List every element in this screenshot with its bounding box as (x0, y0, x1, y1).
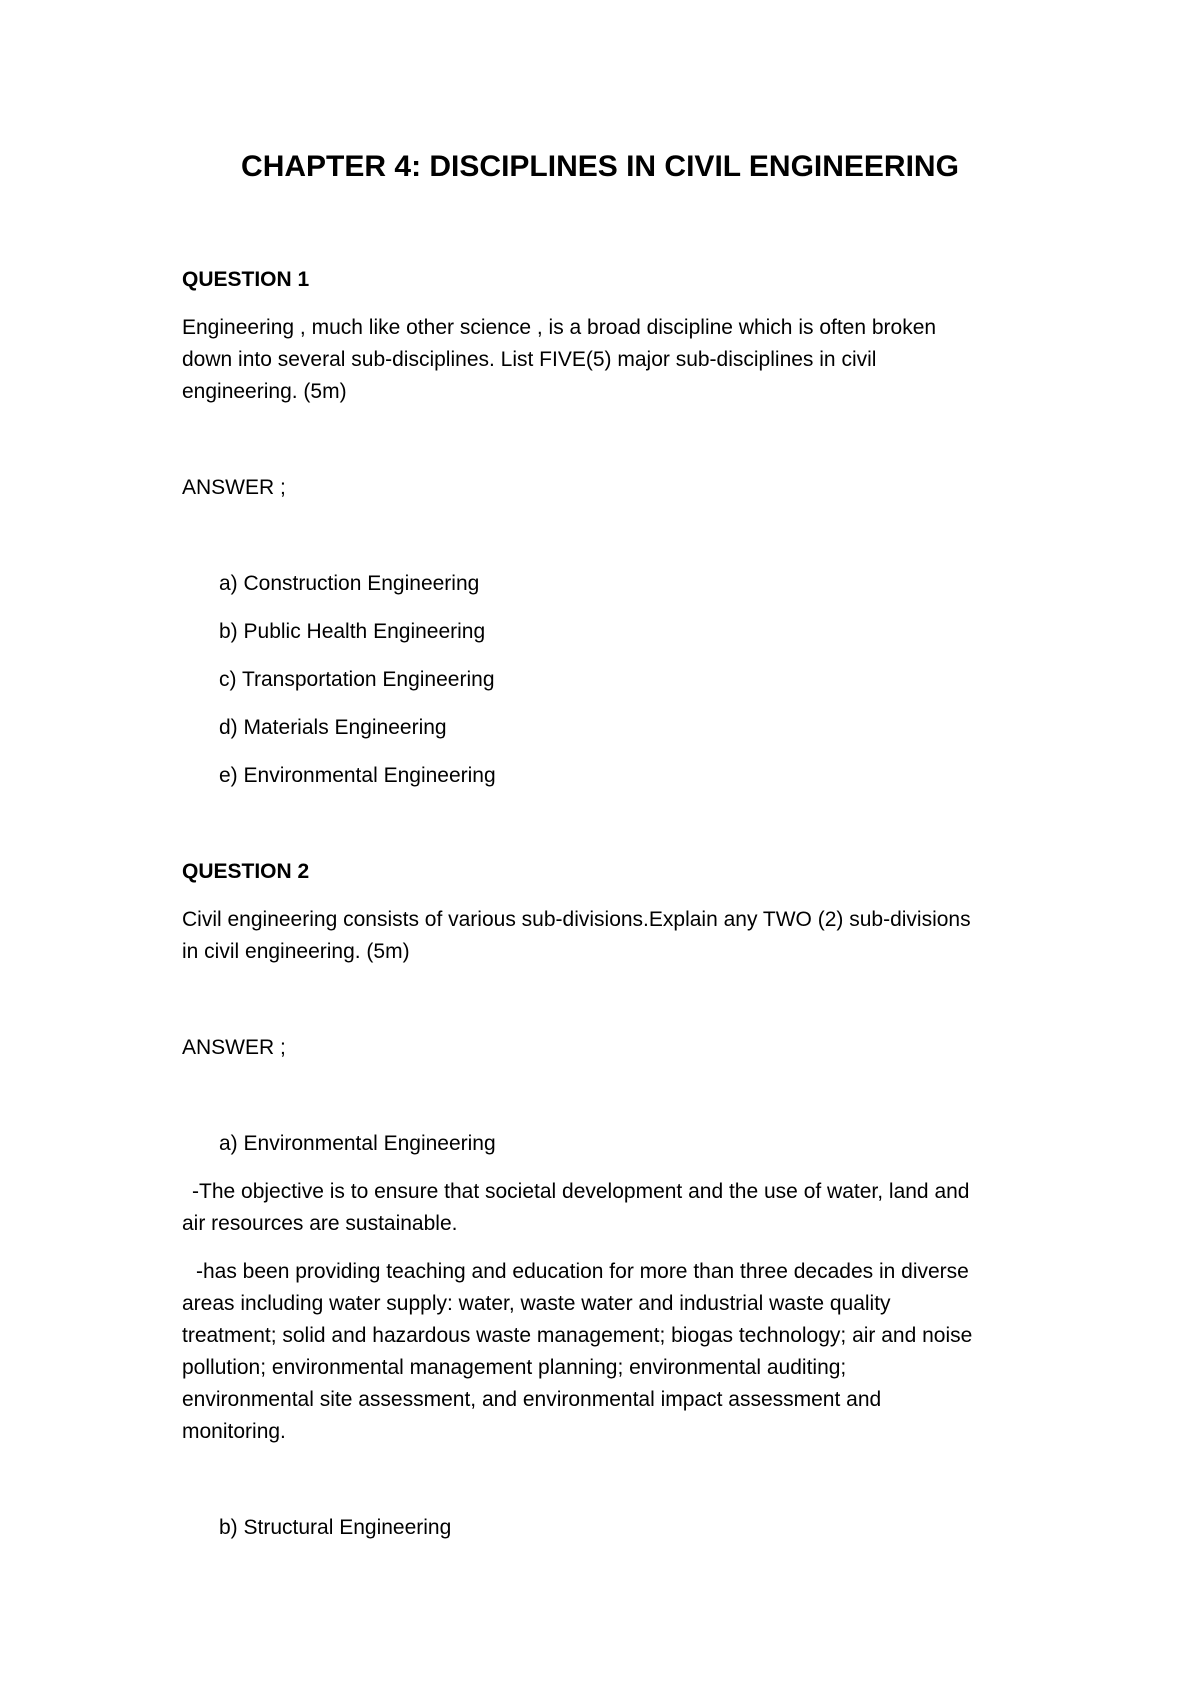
answer-point-line: air resources are sustainable. (182, 1212, 458, 1235)
question-2-text-line: Civil engineering consists of various sub-divisions.Explain any TWO (2) sub-divisions (182, 908, 971, 931)
answer-list-item: b) Public Health Engineering (219, 620, 486, 643)
answer-point-line: environmental site assessment, and environmental impact assessment and (182, 1388, 882, 1411)
answer-label: ANSWER ; (182, 1036, 286, 1059)
question-1-text-line: Engineering , much like other science , is a broad discipline which is often broken (182, 316, 937, 339)
answer-point-line: -has been providing teaching and education for more than three decades in diverse (196, 1260, 969, 1283)
question-1-text-line: down into several sub-disciplines. List FIVE(5) major sub-disciplines in civil (182, 348, 877, 371)
question-2-text-line: in civil engineering. (5m) (182, 940, 410, 963)
answer-list-item: a) Construction Engineering (219, 572, 480, 595)
page-title: CHAPTER 4: DISCIPLINES IN CIVIL ENGINEERING (241, 150, 959, 183)
question-2-heading: QUESTION 2 (182, 860, 310, 883)
answer-point-line: monitoring. (182, 1420, 286, 1443)
answer-point-line: -The objective is to ensure that societal development and the use of water, land and (192, 1180, 970, 1203)
question-1-heading: QUESTION 1 (182, 268, 310, 291)
answer-list-item: e) Environmental Engineering (219, 764, 496, 787)
answer-point-line: areas including water supply: water, waste water and industrial waste quality (182, 1292, 891, 1315)
answer-list-item: d) Materials Engineering (219, 716, 447, 739)
answer-point-line: pollution; environmental management planning; environmental auditing; (182, 1356, 847, 1379)
answer-label: ANSWER ; (182, 476, 286, 499)
answer-subheading: b) Structural Engineering (219, 1516, 452, 1539)
answer-point-line: treatment; solid and hazardous waste management; biogas technology; air and noise (182, 1324, 973, 1347)
question-1-text-line: engineering. (5m) (182, 380, 347, 403)
answer-subheading: a) Environmental Engineering (219, 1132, 496, 1155)
answer-list-item: c) Transportation Engineering (219, 668, 495, 691)
